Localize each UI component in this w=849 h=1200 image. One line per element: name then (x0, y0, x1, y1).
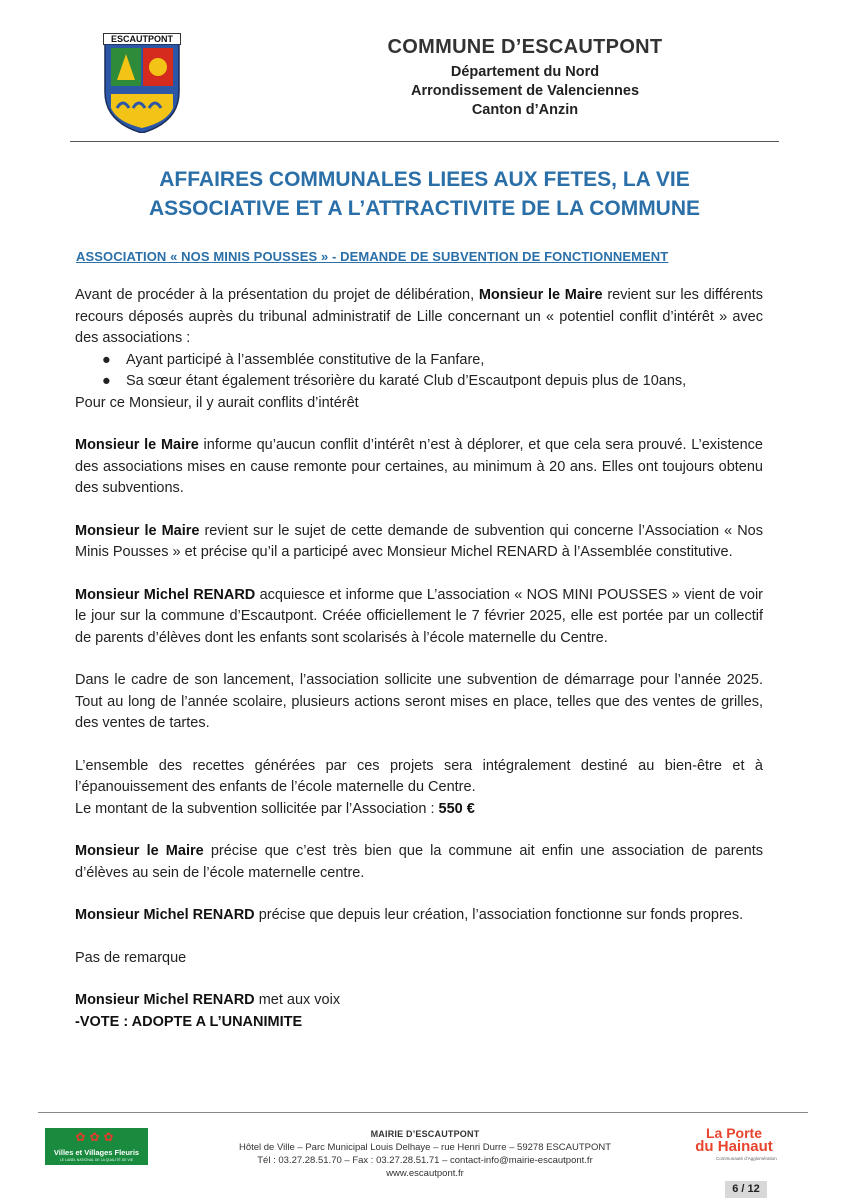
page-number: 6 / 12 (725, 1181, 767, 1198)
bullet-icon: ● (102, 351, 111, 368)
villes-fleuris-subtitle: LE LABEL NATIONAL DE LA QUALITÉ DE VIE (59, 1158, 134, 1162)
speaker-name: Monsieur le Maire (478, 287, 603, 303)
vote-result: -VOTE : ADOPTE A L’UNANIMITE (75, 1013, 303, 1030)
arrondissement-line: Arrondissement de Valenciennes (410, 83, 640, 99)
paragraph-conclusion: Pour ce Monsieur, il y aurait conflits d’intérêt (75, 394, 359, 411)
paragraph-recettes: L’ensemble des recettes générées par ces projets sera intégralement destiné au bien-être et à l’épanouissement des enfants de l’école maternelle du Centre. (75, 757, 763, 795)
paragraph-launch: Dans le cadre de son lancement, l’association sollicite une subvention de démarrage pour l’année 2025. Tout au long de l’année scolaire, plusieurs actions seront mises en place, telles que des ventes de grilles, des ventes de tartes. (75, 672, 763, 731)
speaker-name: Monsieur Michel RENARD (75, 907, 255, 923)
bullet-icon: ● (102, 373, 111, 389)
speaker-name: Monsieur le Maire (75, 522, 200, 539)
porte-du-hainaut-logo (684, 1126, 784, 1161)
paragraph-maire-subject: Monsieur le Maire revient sur le sujet de cette demande de subvention qui concerne l’Association « Nos Minis Pousses » et précise qu’il a participé avec Monsieur Michel RENARD à l’Assemblée constitutive. (75, 522, 763, 560)
paragraph-renard-funds: Monsieur Michel RENARD précise que depuis leur création, l’association fonctionne sur fonds propres. (75, 907, 744, 923)
list-item: ● Sa sœur étant également trésorière du karaté Club d’Escautpont depuis plus de 10ans, (75, 371, 763, 393)
bullet-list (75, 350, 763, 393)
subsidy-amount: 550 € (438, 800, 475, 817)
footer-divider (38, 1112, 808, 1113)
speaker-name: Monsieur Michel RENARD (75, 586, 256, 603)
crest-label: ESCAUTPONT (103, 33, 181, 45)
section-title (70, 165, 779, 223)
speaker-name: Monsieur Michel RENARD (75, 992, 255, 1008)
header-divider (70, 141, 779, 142)
department-line: Département du Nord (450, 64, 600, 80)
villes-fleuris-logo (45, 1128, 148, 1165)
municipal-crest (103, 33, 181, 133)
subject-heading: ASSOCIATION « NOS MINIS POUSSES » - DEMANDE DE SUBVENTION DE FONCTIONNEMENT (76, 249, 669, 264)
paragraph-vote-call: Monsieur Michel RENARD met aux voix (75, 992, 341, 1008)
document-body (75, 285, 763, 1033)
canton-line: Canton d’Anzin (471, 102, 579, 118)
paragraph-maire-response: Monsieur le Maire informe qu’aucun conflit d’intérêt n’est à déplorer, et que cela sera prouvé. L’existence des associations mises en cause remonte pour certaines, au minimum à 20 ans. Elles ont toujours obtenu des subventions. (75, 437, 763, 496)
speaker-name: Monsieur le Maire (75, 437, 199, 453)
page-header (0, 0, 849, 150)
porte-line-1: La Porte (705, 1125, 762, 1141)
paragraph-renard-info: Monsieur Michel RENARD acquiesce et informe que L’association « NOS MINI POUSSES » vient de voir le jour sur la commune d’Escautpont. Créée officiellement le 7 février 2025, elle est portée par un collectif de parents d’élèves dont les enfants sont scolarisés à l’école maternelle du Centre. (75, 586, 763, 646)
flowers-icon: ✿✿✿ (75, 1130, 118, 1144)
crest-shield-icon (103, 44, 181, 133)
list-item: ● Ayant participé à l’assemblée constitutive de la Fanfare, (75, 350, 763, 372)
porte-subtitle: Communauté d’Agglomération (716, 1156, 777, 1161)
section-title-line-2: ASSOCIATIVE ET A L’ATTRACTIVITE DE LA COMMUNE (148, 197, 701, 220)
mairie-address: Hôtel de Ville – Parc Municipal Louis Delhaye – rue Henri Durre – 59278 ESCAUTPONT (238, 1142, 612, 1153)
speaker-name: Monsieur le Maire (75, 843, 204, 859)
paragraph-intro: Avant de procéder à la présentation du projet de délibération, Monsieur le Maire revient sur les différents recours déposés auprès du tribunal administratif de Lille concernant un « potentiel conflit d’intérêt » avec des associations : (75, 287, 763, 346)
mairie-title: MAIRIE D’ESCAUTPONT (370, 1129, 480, 1139)
commune-name: COMMUNE D’ESCAUTPONT (387, 36, 663, 58)
paragraph-no-remark: Pas de remarque (75, 949, 187, 966)
mairie-contact: Tél : 03.27.28.51.70 – Fax : 03.27.28.51.71 – contact-info@mairie-escautpont.fr (257, 1155, 593, 1166)
paragraph-maire-comment: Monsieur le Maire précise que c’est très bien que la commune ait enfin une association de parents d’élèves au sein de l’école maternelle centre. (75, 843, 763, 881)
porte-line-2: du Hainaut (695, 1138, 773, 1155)
mairie-website[interactable]: www.escautpont.fr (386, 1168, 464, 1179)
section-title-line-1: AFFAIRES COMMUNALES LIEES AUX FETES, LA VIE (159, 168, 690, 191)
villes-fleuris-title: Villes et Villages Fleuris (53, 1148, 140, 1157)
footer-contact (210, 1128, 640, 1180)
paragraph-amount: Le montant de la subvention sollicitée par l’Association : 550 € (75, 800, 475, 817)
